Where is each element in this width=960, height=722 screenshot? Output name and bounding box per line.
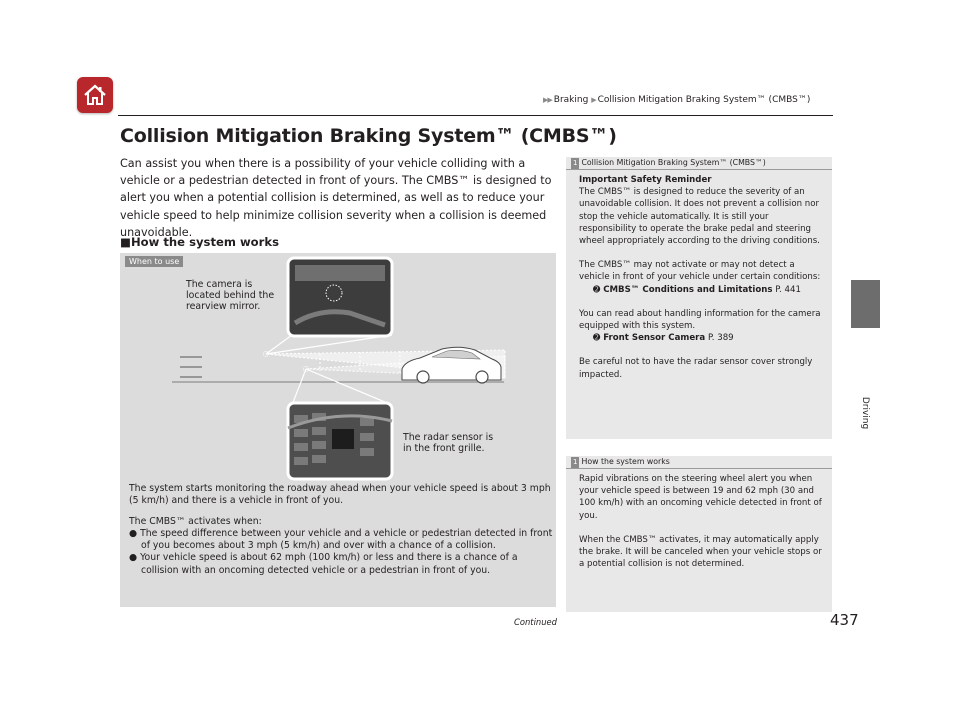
when-to-use-tag: When to use	[125, 256, 183, 267]
note-paragraph: When the CMBS™ activates, it may automatically apply the brake. It will be canceled when your vehicle stops or a potential collision is not determined.	[579, 534, 822, 570]
home-button[interactable]	[77, 77, 113, 113]
activates-intro: The CMBS™ activates when:	[129, 515, 262, 527]
arrow-icon: ➋	[593, 333, 604, 344]
home-icon	[82, 82, 108, 108]
activation-conditions	[129, 483, 553, 577]
cross-reference-link[interactable]: ➋ Front Sensor Camera P. 389	[593, 333, 734, 344]
note-paragraph: Be careful not to have the radar sensor cover strongly impacted.	[579, 357, 813, 380]
note-paragraph: You can read about handling information for the camera equipped with this system.	[579, 308, 821, 332]
continued-label: Continued	[514, 617, 557, 627]
camera-caption: The camera is located behind the rearview mirror.	[186, 279, 275, 312]
arrow-icon: ➋	[593, 284, 604, 295]
breadcrumb-link-braking[interactable]: Braking	[553, 95, 589, 105]
condition-bullet: ● Your vehicle speed is about 62 mph (100 km/h) or less and there is a chance of a collision with an oncoming detected vehicle or a pedestrian in front of you.	[129, 552, 518, 576]
cross-reference-link[interactable]: ➋ CMBS™ Conditions and Limitations P. 441	[593, 284, 801, 295]
page-title: Collision Mitigation Braking System™ (CMBS™)	[120, 125, 617, 147]
bullet-icon: ●	[129, 527, 141, 539]
radar-caption: The radar sensor is in the front grille.	[403, 432, 494, 454]
note-paragraph: The CMBS™ is designed to reduce the severity of an unavoidable collision. It does not prevent a collision nor stop the vehicle automatically. It is still your responsibility to operate the brake pedal and steering wheel appropriately according to the driving conditions.	[579, 187, 820, 247]
note-marker-icon: 1	[573, 458, 578, 466]
safety-note-panel	[566, 157, 832, 439]
how-it-works-note-panel	[566, 456, 832, 612]
chapter-label: Driving	[860, 396, 870, 430]
note-paragraph: Rapid vibrations on the steering wheel alert you when your vehicle speed is between 19 and 62 mph (30 and 100 km/h) with an oncoming vehicle detected in front of you.	[579, 474, 822, 521]
section-heading: ■How the system works	[120, 235, 279, 249]
note-heading: Important Safety Reminder	[579, 175, 712, 185]
header-divider	[118, 115, 833, 116]
monitoring-text: The system starts monitoring the roadway ahead when your vehicle speed is about 3 mph (5 km/h) and there is a vehicle in front of you.	[129, 483, 551, 507]
note-marker-icon: 1	[573, 159, 578, 167]
intro-paragraph: Can assist you when there is a possibility of your vehicle colliding with a vehicle or a pedestrian detected in front of yours. The CMBS™ is designed to alert you when a potential collision is determined, as well as to reduce your vehicle speed to help minimize collision severity when a collision is deemed unavoidable.	[120, 157, 552, 239]
breadcrumb-current: Collision Mitigation Braking System™ (CMBS™)	[597, 95, 811, 105]
breadcrumb: ▶▶ Braking ▶ Collision Mitigation Braking System™ (CMBS™)	[543, 95, 811, 105]
chapter-tab[interactable]	[851, 280, 880, 328]
condition-bullet: ● The speed difference between your vehicle and a vehicle or pedestrian detected in front of you becomes about 3 mph (5 km/h) and over with a chance of a collision.	[129, 527, 553, 552]
note-title: Collision Mitigation Braking System™ (CMBS™)	[581, 158, 766, 167]
note-paragraph: The CMBS™ may not activate or may not detect a vehicle in front of your vehicle under certain conditions:	[579, 260, 821, 283]
note-title: How the system works	[581, 457, 670, 466]
section-marker-icon: ■	[120, 235, 131, 249]
bullet-icon: ●	[129, 552, 141, 564]
radar-sensor-unit	[332, 429, 354, 449]
page-number: 437	[830, 611, 859, 629]
